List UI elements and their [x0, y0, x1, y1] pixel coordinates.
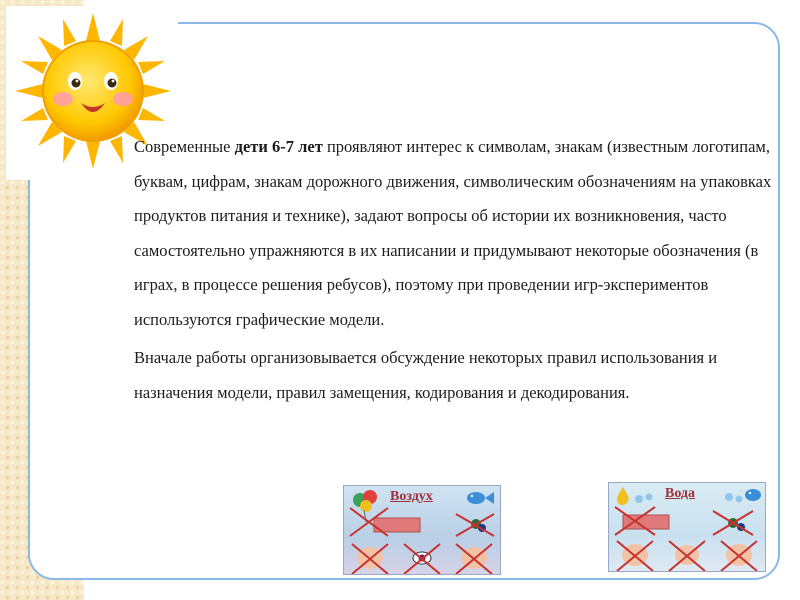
paragraph-1-rest: проявляют интерес к символам, знакам (известным логотипам, буквам, цифрам, знакам дорожного движения, символическим обозначениям на упаковках продуктов питания и технике), задают вопросы об истории их возникновения, часто самостоятельно упражняются в их написании и придумывают некоторые обозначения (в играх, в процессе решения ребусов), поэтому при проведении игр-экспериментов используются графические модели.	[134, 137, 772, 329]
paragraph-2: Вначале работы организовывается обсуждение некоторых правил использования и назначения модели, правил замещения, кодирования и декодирования.	[134, 348, 718, 402]
main-text	[134, 130, 774, 414]
fish-icon	[745, 489, 761, 501]
water-model-card	[608, 482, 766, 572]
water-card-title: Вода	[665, 486, 696, 501]
paragraph-1-start: Современные	[134, 137, 235, 156]
balloons-icon	[353, 490, 377, 522]
air-card-title: Воздух	[390, 489, 433, 504]
paragraph-1-bold: дети 6-7 лет	[234, 137, 323, 156]
air-model-card	[343, 485, 501, 575]
fish-icon	[467, 492, 494, 504]
paragraph-1	[134, 130, 774, 337]
